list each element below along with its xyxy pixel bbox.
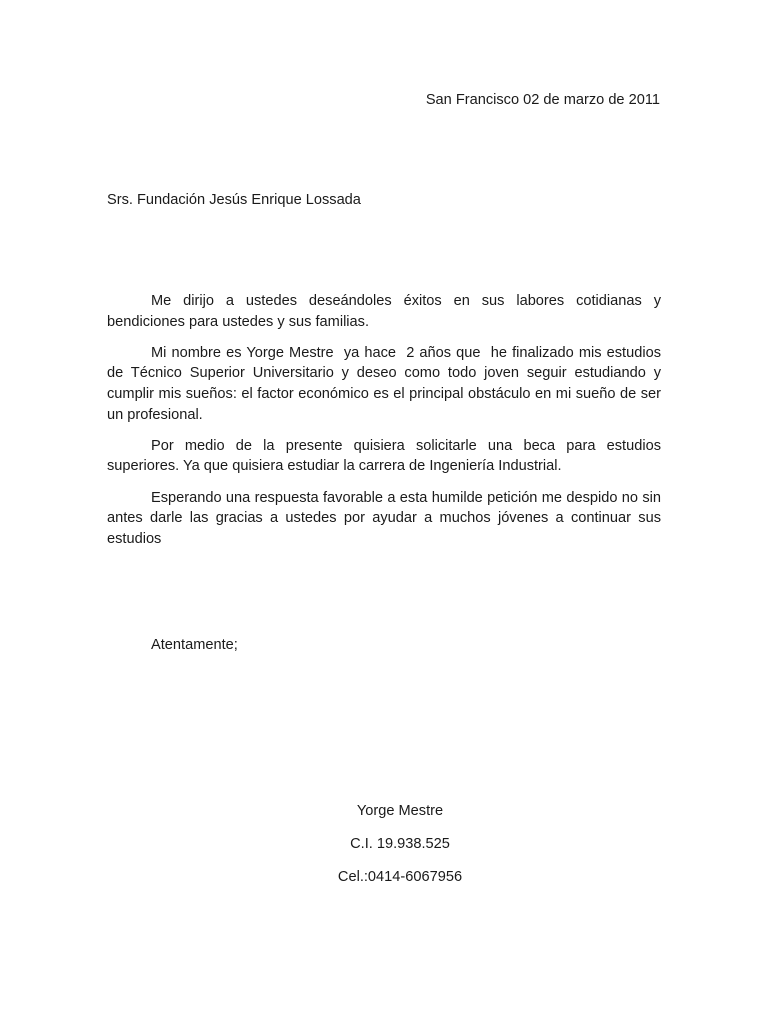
signature-id-number: C.I. 19.938.525 xyxy=(350,836,450,852)
signature-name: Yorge Mestre xyxy=(356,803,444,819)
letter-closing: Atentamente; xyxy=(151,637,238,653)
paragraph-introduction: Mi nombre es Yorge Mestre ya hace 2 años que he finalizado mis estudios de Técnico Superior Universitario y deseo como todo joven seguir estudiando y cumplir mis sueños: el factor económico es el principal obstáculo en mi sueño de ser un profesional. xyxy=(107,344,666,423)
letter-date: San Francisco 02 de marzo de 2011 xyxy=(425,92,660,108)
letter-body xyxy=(107,291,666,560)
letter-recipient: Srs. Fundación Jesús Enrique Lossada xyxy=(107,192,361,208)
paragraph-request: Por medio de la presente quisiera solicitarle una beca para estudios superiores. Ya que quisiera estudiar la carrera de Ingeniería Industrial. xyxy=(107,437,666,475)
signature-block xyxy=(0,801,768,900)
paragraph-farewell: Esperando una respuesta favorable a esta humilde petición me despido no sin antes darle las gracias a ustedes por ayudar a muchos jóvenes a continuar sus estudios xyxy=(107,489,666,547)
paragraph-greeting: Me dirijo a ustedes deseándoles éxitos en sus labores cotidianas y bendiciones para ustedes y sus familias. xyxy=(107,293,666,330)
signature-phone: Cel.:0414-6067956 xyxy=(337,869,463,885)
